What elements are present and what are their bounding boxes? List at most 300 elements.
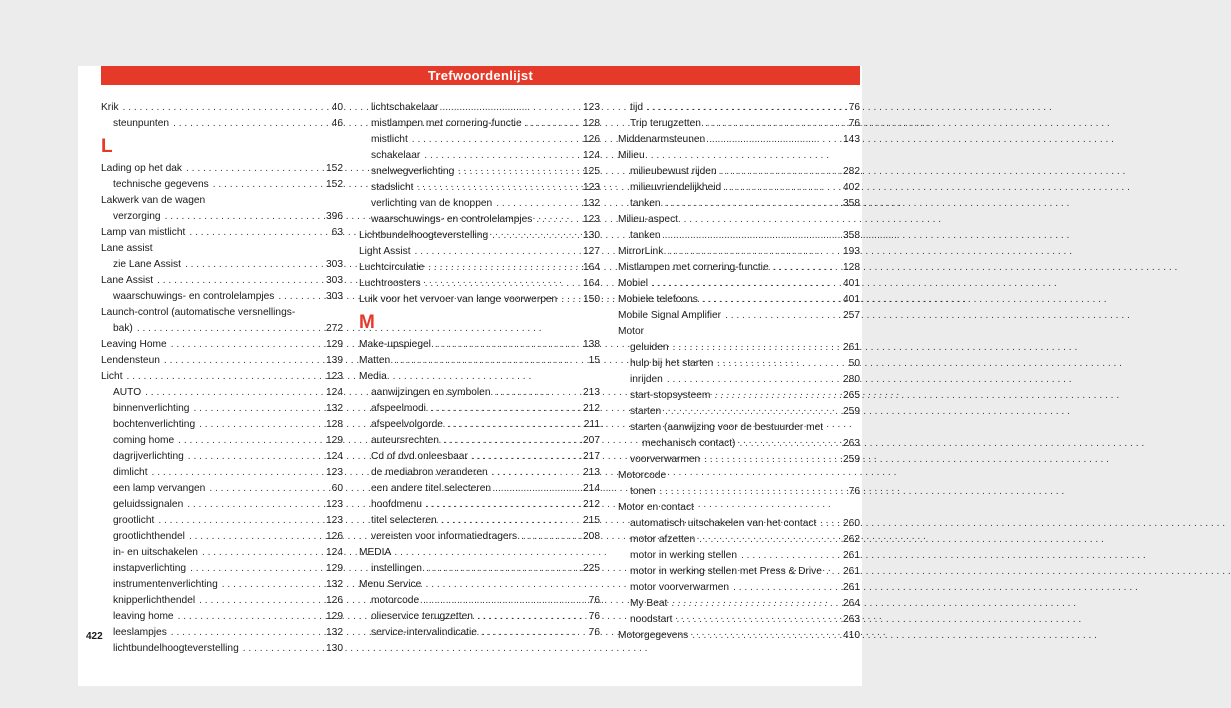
index-entry-page: 225 bbox=[583, 563, 600, 574]
index-entry[interactable] bbox=[101, 417, 343, 433]
index-entry-term: Krik bbox=[101, 102, 119, 113]
index-entry-term: in- en uitschakelen bbox=[113, 547, 198, 558]
index-entry[interactable] bbox=[618, 164, 860, 180]
dot-leader bbox=[441, 513, 579, 529]
index-entry[interactable] bbox=[359, 116, 600, 132]
index-entry-term: hulp bij het starten bbox=[630, 358, 714, 369]
index-entry-term: Lendensteun bbox=[101, 355, 160, 366]
index-entry-term: mistlicht bbox=[371, 134, 408, 145]
index-entry-term: hoofdmenu bbox=[371, 499, 422, 510]
dot-leader bbox=[185, 257, 322, 273]
index-entry-term: leaving home bbox=[113, 611, 174, 622]
index-entry-page: 401 bbox=[843, 294, 860, 305]
index-entry-term: Light Assist bbox=[359, 246, 411, 257]
index-entry[interactable] bbox=[359, 449, 600, 465]
index-entry-term: titel selecteren bbox=[371, 515, 437, 526]
dot-leader bbox=[171, 337, 322, 353]
dot-leader bbox=[178, 433, 322, 449]
index-entry[interactable] bbox=[359, 385, 600, 401]
index-entry-term: Matten bbox=[359, 355, 391, 366]
index-entry[interactable] bbox=[101, 545, 343, 561]
index-entry-term: stadslicht bbox=[371, 182, 414, 193]
index-entry-term: binnenverlichting bbox=[113, 403, 190, 414]
dot-leader bbox=[243, 641, 322, 657]
dot-leader bbox=[820, 516, 839, 532]
dot-leader bbox=[188, 449, 322, 465]
index-entry-term: Licht bbox=[101, 371, 123, 382]
index-entry[interactable] bbox=[618, 340, 860, 356]
index-entry[interactable] bbox=[359, 228, 600, 244]
index-entry-page: 264 bbox=[843, 598, 860, 609]
index-entry[interactable] bbox=[618, 260, 860, 276]
index-entry[interactable] bbox=[618, 244, 860, 260]
index-entry[interactable] bbox=[618, 404, 860, 420]
index-entry[interactable] bbox=[101, 529, 343, 545]
index-entry[interactable] bbox=[618, 372, 860, 388]
dot-leader bbox=[417, 180, 579, 196]
dot-leader bbox=[676, 612, 839, 628]
index-entry-term: Trip terugzetten bbox=[630, 118, 701, 129]
index-entry-page: 123 bbox=[583, 102, 600, 113]
dot-leader bbox=[692, 628, 839, 644]
index-entry-term: coming home bbox=[113, 435, 175, 446]
index-entry-page: 124 bbox=[326, 547, 343, 558]
index-entry-page: 259 bbox=[843, 406, 860, 417]
index-entry-term: voorverwarmen bbox=[630, 454, 701, 465]
index-entry[interactable] bbox=[101, 385, 343, 401]
index-entry-term: dimlicht bbox=[113, 467, 148, 478]
index-entry[interactable] bbox=[359, 625, 600, 641]
index-entry-page: 129 bbox=[326, 563, 343, 574]
index-entry[interactable] bbox=[618, 548, 860, 564]
index-entry-page: 207 bbox=[583, 435, 600, 446]
index-entry[interactable] bbox=[618, 100, 860, 116]
index-entry-term: waarschuwings- en controlelampjes bbox=[113, 291, 275, 302]
index-entry[interactable] bbox=[359, 353, 600, 369]
index-entry[interactable] bbox=[359, 164, 600, 180]
index-entry-page: 208 bbox=[583, 531, 600, 542]
index-entry-term: mistlampen met cornering-functie bbox=[371, 118, 522, 129]
index-entry-term: instrumentenverlichting bbox=[113, 579, 218, 590]
index-entry-term: technische gegevens bbox=[113, 179, 209, 190]
index-entry-term: motor voorverwarmen bbox=[630, 582, 730, 593]
index-entry-page: 130 bbox=[326, 643, 343, 654]
index-entry[interactable] bbox=[359, 513, 600, 529]
index-entry[interactable] bbox=[359, 417, 600, 433]
index-entry[interactable] bbox=[359, 196, 600, 212]
index-entry[interactable] bbox=[359, 465, 600, 481]
index-entry-term: auteursrechten bbox=[371, 435, 439, 446]
index-entry-page: 123 bbox=[326, 499, 343, 510]
index-entry[interactable] bbox=[101, 116, 343, 132]
index-entry-page: 214 bbox=[583, 483, 600, 494]
dot-leader bbox=[705, 116, 845, 132]
dot-leader bbox=[721, 164, 839, 180]
index-entry-term: Lamp van mistlicht bbox=[101, 227, 186, 238]
index-entry-term: automatisch uitschakelen van het contact bbox=[630, 518, 817, 529]
dot-leader bbox=[717, 356, 844, 372]
index-entry-term: Luchtroosters bbox=[359, 278, 421, 289]
index-entry-term: een lamp vervangen bbox=[113, 483, 206, 494]
dot-leader bbox=[157, 273, 322, 289]
dot-leader bbox=[430, 401, 579, 417]
dot-leader bbox=[699, 532, 839, 548]
index-column-3 bbox=[618, 100, 860, 644]
dot-leader bbox=[186, 161, 322, 177]
index-heading: Launch-control (automatische versnellings- bbox=[101, 307, 296, 318]
index-entry[interactable] bbox=[101, 481, 343, 497]
index-entry-page: 280 bbox=[843, 374, 860, 385]
index-entry-page: 129 bbox=[326, 339, 343, 350]
index-entry-page: 139 bbox=[326, 355, 343, 366]
index-entry-term: Mobiele telefoons bbox=[618, 294, 698, 305]
index-entry-page: 126 bbox=[326, 531, 343, 542]
index-entry[interactable] bbox=[101, 321, 343, 337]
dot-leader bbox=[704, 452, 839, 468]
index-entry-term: tanken bbox=[630, 230, 661, 241]
index-entry[interactable] bbox=[359, 276, 600, 292]
index-entry-page: 402 bbox=[843, 182, 860, 193]
dot-leader bbox=[665, 196, 839, 212]
index-entry-page: 358 bbox=[843, 198, 860, 209]
dot-leader bbox=[673, 340, 839, 356]
index-entry[interactable] bbox=[101, 465, 343, 481]
index-entry-page: 76 bbox=[848, 118, 860, 129]
dot-leader bbox=[173, 116, 328, 132]
index-entry[interactable] bbox=[101, 100, 343, 116]
index-entry[interactable] bbox=[101, 289, 343, 305]
index-entry[interactable] bbox=[618, 628, 860, 644]
index-entry-term: geluidssignalen bbox=[113, 499, 184, 510]
dot-leader bbox=[426, 561, 579, 577]
index-entry[interactable] bbox=[101, 641, 343, 657]
index-entry-page: 129 bbox=[326, 435, 343, 446]
index-heading: Motorcode bbox=[618, 470, 667, 481]
dot-leader bbox=[660, 484, 845, 500]
index-entry[interactable] bbox=[101, 369, 343, 385]
dot-leader bbox=[826, 564, 839, 580]
index-entry-term: Motorgegevens bbox=[618, 630, 689, 641]
index-entry-term: steunpunten bbox=[113, 118, 170, 129]
dot-leader bbox=[495, 385, 580, 401]
index-entry-page: 303 bbox=[326, 259, 343, 270]
dot-leader bbox=[222, 577, 322, 593]
index-entry[interactable] bbox=[101, 209, 343, 225]
index-entry-term: afspeelmodi bbox=[371, 403, 426, 414]
index-entry[interactable] bbox=[618, 180, 860, 196]
index-entry[interactable] bbox=[101, 161, 343, 177]
index-entry-page: 212 bbox=[583, 499, 600, 510]
index-entry[interactable] bbox=[359, 481, 600, 497]
index-entry-page: 60 bbox=[331, 483, 343, 494]
index-entry-page: 272 bbox=[326, 323, 343, 334]
index-entry[interactable] bbox=[618, 436, 860, 452]
dot-leader bbox=[526, 116, 579, 132]
index-entry-page: 132 bbox=[583, 198, 600, 209]
index-heading: Milieu-aspect bbox=[618, 214, 679, 225]
dot-leader bbox=[492, 228, 579, 244]
index-entry[interactable] bbox=[618, 276, 860, 292]
index-column-1 bbox=[101, 100, 343, 657]
index-entry-term: zie Lane Assist bbox=[113, 259, 181, 270]
dot-leader bbox=[394, 353, 585, 369]
index-entry[interactable] bbox=[618, 484, 860, 500]
index-entry-term: Lane Assist bbox=[101, 275, 154, 286]
dot-leader bbox=[123, 100, 328, 116]
index-entry-page: 261 bbox=[843, 342, 860, 353]
dot-leader bbox=[412, 132, 579, 148]
index-entry[interactable] bbox=[359, 180, 600, 196]
dot-leader bbox=[458, 164, 579, 180]
index-entry-term: dagrijverlichting bbox=[113, 451, 184, 462]
index-entry[interactable] bbox=[101, 561, 343, 577]
index-entry[interactable] bbox=[359, 337, 600, 353]
dot-leader bbox=[145, 385, 322, 401]
dot-leader bbox=[127, 369, 322, 385]
index-entry[interactable] bbox=[359, 561, 600, 577]
index-entry-term: knipperlichthendel bbox=[113, 595, 196, 606]
dot-leader bbox=[199, 417, 322, 433]
dot-leader bbox=[178, 609, 322, 625]
index-entry-term: instellingen bbox=[371, 563, 422, 574]
dot-leader bbox=[561, 292, 579, 308]
index-entry-term: snelwegverlichting bbox=[371, 166, 455, 177]
index-entry[interactable] bbox=[618, 388, 860, 404]
index-entry[interactable] bbox=[101, 257, 343, 273]
index-entry-page: 410 bbox=[843, 630, 860, 641]
index-entry[interactable] bbox=[618, 532, 860, 548]
index-entry[interactable] bbox=[101, 353, 343, 369]
dot-leader bbox=[278, 289, 322, 305]
index-entry-term: waarschuwings- en controlelampjes bbox=[371, 214, 533, 225]
index-entry-page: 164 bbox=[583, 262, 600, 273]
index-entry[interactable] bbox=[359, 433, 600, 449]
index-heading: Milieu bbox=[618, 150, 645, 161]
index-entry[interactable] bbox=[618, 132, 860, 148]
index-entry-page: 211 bbox=[583, 419, 600, 430]
index-entry-term: milieuvriendelijkheid bbox=[630, 182, 722, 193]
dot-leader bbox=[443, 433, 579, 449]
index-entry-term: lichtschakelaar bbox=[371, 102, 439, 113]
index-entry[interactable] bbox=[359, 212, 600, 228]
index-entry[interactable] bbox=[101, 513, 343, 529]
index-entry-page: 265 bbox=[843, 390, 860, 401]
index-entry-term: lichtbundelhoogteverstelling bbox=[113, 643, 239, 654]
dot-leader bbox=[415, 244, 579, 260]
index-heading: Media bbox=[359, 371, 387, 382]
dot-leader bbox=[187, 497, 322, 513]
index-entry[interactable] bbox=[618, 228, 860, 244]
index-entry[interactable] bbox=[359, 260, 600, 276]
index-entry-page: 132 bbox=[326, 403, 343, 414]
index-entry-page: 76 bbox=[848, 486, 860, 497]
index-entry-term: verlichting van de knoppen bbox=[371, 198, 493, 209]
index-entry-page: 213 bbox=[583, 387, 600, 398]
dot-leader bbox=[536, 212, 579, 228]
index-entry[interactable] bbox=[359, 529, 600, 545]
index-entry[interactable] bbox=[101, 337, 343, 353]
dot-leader bbox=[667, 372, 839, 388]
page-number: 422 bbox=[86, 631, 103, 642]
index-entry-term: Middenarmsteunen bbox=[618, 134, 706, 145]
index-entry-page: 358 bbox=[843, 230, 860, 241]
index-entry-term: Lichtbundelhoogteverstelling bbox=[359, 230, 489, 241]
index-entry-page: 263 bbox=[843, 614, 860, 625]
index-entry-term: AUTO bbox=[113, 387, 142, 398]
dot-leader bbox=[725, 308, 839, 324]
index-entry-page: 123 bbox=[326, 515, 343, 526]
index-entry[interactable] bbox=[618, 580, 860, 596]
index-entry-term: Luik voor het vervoer van lange voorwerpen bbox=[359, 294, 558, 305]
index-entry[interactable] bbox=[359, 132, 600, 148]
index-entry[interactable] bbox=[359, 593, 600, 609]
index-entry[interactable] bbox=[618, 612, 860, 628]
index-entry[interactable] bbox=[101, 625, 343, 641]
index-entry[interactable] bbox=[101, 401, 343, 417]
index-entry-page: 40 bbox=[331, 102, 343, 113]
index-heading: Motor en contact bbox=[618, 502, 694, 513]
index-entry-term: grootlicht bbox=[113, 515, 155, 526]
dot-leader bbox=[435, 337, 579, 353]
index-entry-page: 123 bbox=[583, 214, 600, 225]
dot-leader bbox=[709, 132, 839, 148]
index-entry[interactable] bbox=[618, 196, 860, 212]
index-entry[interactable] bbox=[101, 225, 343, 241]
dot-leader bbox=[647, 100, 845, 116]
index-entry-term: grootlichthendel bbox=[113, 531, 185, 542]
index-entry-term: starten bbox=[630, 406, 662, 417]
index-entry-term: start-stopsysteem bbox=[630, 390, 711, 401]
index-entry[interactable] bbox=[101, 433, 343, 449]
index-entry[interactable] bbox=[359, 148, 600, 164]
index-entry[interactable] bbox=[618, 564, 860, 580]
index-entry-page: 152 bbox=[326, 163, 343, 174]
dot-leader bbox=[665, 228, 839, 244]
dot-leader bbox=[671, 596, 839, 612]
index-heading: Motor bbox=[618, 326, 645, 337]
index-entry-term: milieubewust rijden bbox=[630, 166, 717, 177]
dot-leader bbox=[739, 436, 839, 452]
index-entry[interactable] bbox=[101, 177, 343, 193]
index-entry[interactable] bbox=[359, 292, 600, 308]
dot-leader bbox=[652, 276, 839, 292]
index-entry[interactable] bbox=[101, 609, 343, 625]
dot-leader bbox=[495, 481, 579, 497]
index-entry-page: 15 bbox=[588, 355, 600, 366]
index-entry-term: Leaving Home bbox=[101, 339, 167, 350]
index-entry-term: Mobiel bbox=[618, 278, 649, 289]
index-entry-page: 282 bbox=[843, 166, 860, 177]
dot-leader bbox=[189, 225, 327, 241]
index-heading: Lane assist bbox=[101, 243, 153, 254]
dot-leader bbox=[424, 148, 579, 164]
index-entry-term: verzorging bbox=[113, 211, 161, 222]
dot-leader bbox=[725, 180, 839, 196]
dot-leader bbox=[773, 260, 839, 276]
dot-leader bbox=[193, 401, 322, 417]
index-heading: MEDIA bbox=[359, 547, 392, 558]
index-entry-term: motor in werking stellen met Press & Drive bbox=[630, 566, 822, 577]
index-entry[interactable] bbox=[101, 497, 343, 513]
index-entry[interactable] bbox=[359, 497, 600, 513]
dot-leader bbox=[472, 449, 579, 465]
index-entry[interactable] bbox=[359, 244, 600, 260]
index-entry[interactable] bbox=[101, 593, 343, 609]
dot-leader bbox=[428, 260, 579, 276]
dot-leader bbox=[702, 292, 839, 308]
index-entry[interactable] bbox=[618, 516, 860, 532]
index-entry[interactable] bbox=[618, 452, 860, 468]
section-letter: M bbox=[359, 312, 375, 333]
index-entry[interactable] bbox=[618, 292, 860, 308]
index-heading: Lakwerk van de wagen bbox=[101, 195, 206, 206]
dot-leader bbox=[521, 529, 579, 545]
index-entry[interactable] bbox=[618, 596, 860, 612]
index-entry-page: 164 bbox=[583, 278, 600, 289]
dot-leader bbox=[164, 353, 322, 369]
index-entry-term: My Beat bbox=[630, 598, 668, 609]
index-entry-page: 76 bbox=[848, 102, 860, 113]
index-entry-page: 401 bbox=[843, 278, 860, 289]
dot-leader bbox=[158, 513, 322, 529]
index-entry-page: 123 bbox=[326, 371, 343, 382]
index-entry[interactable] bbox=[101, 273, 343, 289]
index-entry-term: mechanisch contact) bbox=[642, 438, 736, 449]
index-entry[interactable] bbox=[359, 609, 600, 625]
index-entry-term: noodstart bbox=[630, 614, 673, 625]
dot-leader bbox=[189, 529, 322, 545]
index-entry-page: 303 bbox=[326, 275, 343, 286]
index-entry-page: 257 bbox=[843, 310, 860, 321]
index-entry-term: tijd bbox=[630, 102, 644, 113]
dot-leader bbox=[426, 497, 579, 513]
index-entry-page: 126 bbox=[583, 134, 600, 145]
index-entry-term: motor afzetten bbox=[630, 534, 696, 545]
index-entry-page: 215 bbox=[583, 515, 600, 526]
dot-leader bbox=[667, 244, 839, 260]
index-entry-term: tanken bbox=[630, 198, 661, 209]
dot-leader bbox=[425, 276, 579, 292]
index-entry[interactable] bbox=[618, 116, 860, 132]
index-entry-page: 261 bbox=[843, 582, 860, 593]
index-entry-term: Cd of dvd onleesbaar bbox=[371, 451, 468, 462]
index-entry-term: Lading op het dak bbox=[101, 163, 183, 174]
index-entry-page: 124 bbox=[326, 451, 343, 462]
index-entry[interactable] bbox=[618, 356, 860, 372]
index-entry-page: 123 bbox=[326, 467, 343, 478]
index-entry-term: Mobile Signal Amplifier bbox=[618, 310, 722, 321]
index-entry-page: 76 bbox=[588, 611, 600, 622]
index-entry[interactable] bbox=[101, 577, 343, 593]
index-entry-page: 143 bbox=[843, 134, 860, 145]
index-entry[interactable] bbox=[618, 308, 860, 324]
dot-leader bbox=[213, 177, 322, 193]
index-entry-page: 127 bbox=[583, 246, 600, 257]
index-entry-term: aanwijzingen en symbolen bbox=[371, 387, 491, 398]
index-entry[interactable] bbox=[359, 100, 600, 116]
index-entry-page: 261 bbox=[843, 566, 860, 577]
dot-leader bbox=[442, 100, 579, 116]
index-entry[interactable] bbox=[101, 449, 343, 465]
index-entry-term: tonen bbox=[630, 486, 656, 497]
index-entry-page: 130 bbox=[583, 230, 600, 241]
index-entry[interactable] bbox=[359, 401, 600, 417]
index-entry-term: de mediabron veranderen bbox=[371, 467, 488, 478]
index-entry-page: 76 bbox=[588, 595, 600, 606]
dot-leader bbox=[171, 625, 322, 641]
index-entry-page: 261 bbox=[843, 550, 860, 561]
index-entry-term: schakelaar bbox=[371, 150, 421, 161]
